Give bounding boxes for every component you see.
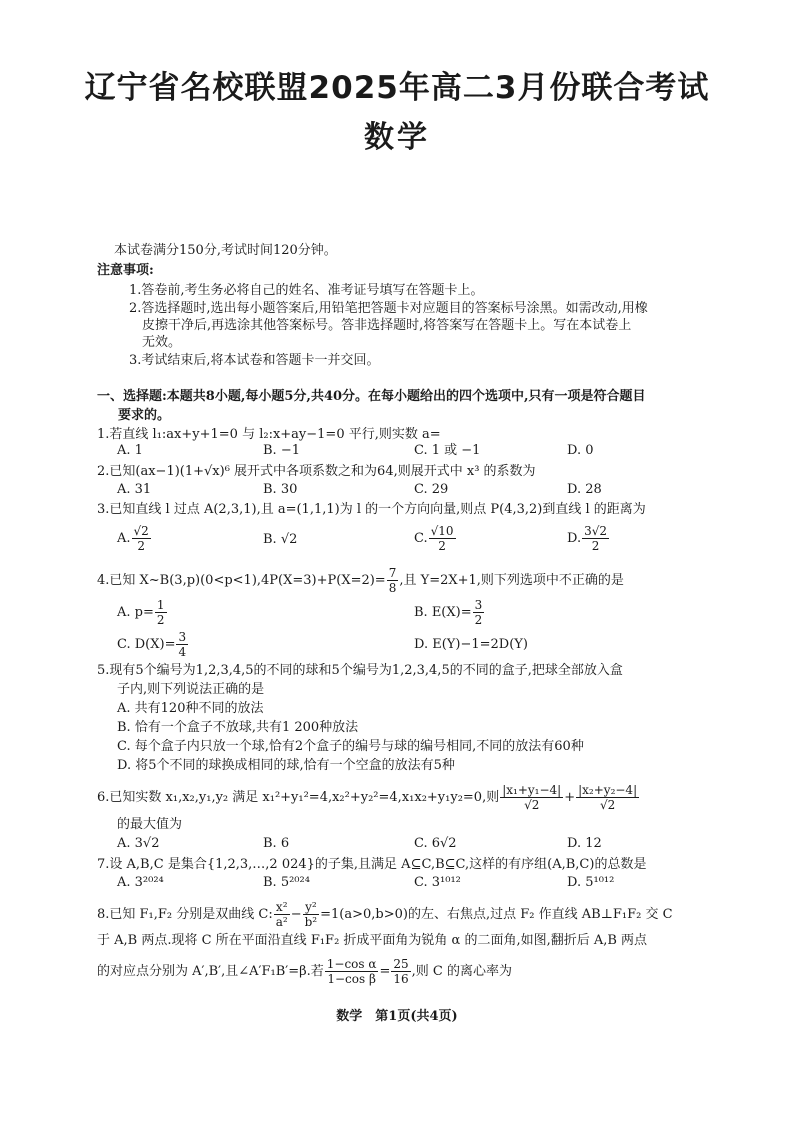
exam-title: 辽宁省名校联盟2025年高二3月份联合考试 [84, 70, 710, 106]
fraction-numerator: |x₁+y₁−4| [502, 783, 562, 797]
q4-option-c-label: C. D(X)= [117, 637, 176, 652]
fraction-denominator: 2 [156, 613, 165, 627]
fraction-denominator: 1−cos β [327, 972, 376, 986]
question-4-stem [97, 566, 624, 595]
q4-stem-part: 4.已知 X~B(3,p)(0<p<1),4P(X=3)+P(X=2)= [97, 573, 386, 588]
question-8-stem-cont: 于 A,B 两点.现将 C 所在平面沿直线 F₁F₂ 折成平面角为锐角 α 的二面角,如图,翻折后 A,B 两点 [97, 933, 648, 948]
q3-option-a-label: A. [117, 531, 131, 546]
fraction-numerator: √2 [133, 524, 149, 538]
q4-stem-part: ,且 Y=2X+1,则下列选项中不正确的是 [399, 573, 624, 588]
exam-intro: 本试卷满分150分,考试时间120分钟。 [114, 243, 337, 258]
question-8-stem-cont [97, 957, 512, 986]
notice-heading: 注意事项: [97, 263, 154, 278]
fraction-numerator: 1−cos α [326, 957, 377, 971]
fraction-denominator: 2 [438, 539, 446, 553]
section-heading-cont: 要求的。 [118, 408, 171, 423]
q5-option-b[interactable]: B. 恰有一个盒子不放球,共有1 200种放法 [117, 720, 359, 735]
fraction [176, 630, 188, 659]
q5-option-c[interactable]: C. 每个盒子内只放一个球,恰有2个盒子的编号与球的编号相同,不同的放法有60种 [117, 739, 584, 754]
fraction [325, 957, 379, 986]
fraction-denominator: 16 [393, 972, 409, 986]
question-1-stem: 1.若直线 l₁:ax+y+1=0 与 l₂:x+ay−1=0 平行,则实数 a= [97, 427, 441, 442]
q7-option-d[interactable]: D. 5¹⁰¹² [567, 875, 615, 890]
equals-sign: = [379, 964, 391, 979]
fraction-denominator: 8 [388, 581, 397, 595]
fraction-denominator: 2 [137, 539, 145, 553]
fraction-numerator: √10 [430, 524, 454, 538]
fraction-numerator: 3 [474, 598, 483, 612]
q7-option-b[interactable]: B. 5²⁰²⁴ [263, 875, 310, 890]
q6-option-c[interactable]: C. 6√2 [414, 836, 457, 851]
fraction-denominator: 4 [178, 645, 187, 659]
notice-item: 1.答卷前,考生务必将自己的姓名、准考证号填写在答题卡上。 [129, 283, 484, 298]
fraction-denominator: b² [304, 915, 318, 929]
fraction-denominator: 2 [591, 539, 600, 553]
section-heading: 一、选择题:本题共8小题,每小题5分,共40分。在每小题给出的四个选项中,只有一项是符合题目 [97, 389, 646, 404]
question-5-stem-cont: 子内,则下列说法正确的是 [117, 682, 265, 697]
page-footer: 数学 第1页(共4页) [336, 1009, 458, 1024]
fraction [303, 900, 320, 929]
q3-option-c-label: C. [414, 531, 428, 546]
fraction-denominator: √2 [524, 798, 540, 812]
q3-option-b[interactable]: B. √2 [263, 532, 298, 547]
q8-stem-part: 的对应点分别为 A′,B′,且∠A′F₁B′=β.若 [97, 964, 324, 979]
fraction-numerator: 25 [393, 957, 409, 971]
fraction-denominator: √2 [599, 798, 616, 812]
q6-stem-part: 6.已知实数 x₁,x₂,y₁,y₂ 满足 x₁²+y₁²=4,x₂²+y₂²=4,x₁x₂+y₁y₂=0,则 [97, 790, 500, 805]
question-6-stem-cont: 的最大值为 [117, 817, 183, 832]
q2-option-d[interactable]: D. 28 [567, 482, 602, 497]
q8-stem-part: 8.已知 F₁,F₂ 分别是双曲线 C: [97, 907, 273, 922]
fraction [155, 598, 167, 627]
fraction-numerator: 7 [388, 566, 397, 580]
q1-option-a[interactable]: A. 1 [117, 443, 143, 458]
notice-item: 2.答选择题时,选出每小题答案后,用铅笔把答题卡对应题目的答案标号涂黑。如需改动,用橡 [129, 301, 648, 316]
q2-option-c[interactable]: C. 29 [414, 482, 449, 497]
fraction [391, 957, 410, 986]
fraction [274, 900, 290, 929]
minus-sign: − [290, 907, 302, 922]
q1-option-d[interactable]: D. 0 [567, 443, 594, 458]
question-8-stem [97, 900, 673, 929]
q3-option-d[interactable] [567, 524, 610, 553]
notice-item: 3.考试结束后,将本试卷和答题卡一并交回。 [129, 353, 380, 368]
q4-option-b-label: B. E(X)= [414, 605, 472, 620]
question-7-stem: 7.设 A,B,C 是集合{1,2,3,…,2 024}的子集,且满足 A⊆C,B⊆C,这样的有序组(A,B,C)的总数是 [97, 857, 647, 872]
q4-option-a[interactable] [117, 598, 168, 627]
q1-option-c[interactable]: C. 1 或 −1 [414, 443, 481, 458]
q4-option-b[interactable] [414, 598, 485, 627]
q6-option-d[interactable]: D. 12 [567, 836, 602, 851]
q3-option-c[interactable] [414, 524, 457, 553]
fraction [582, 524, 609, 553]
fraction-numerator: 3√2 [584, 524, 608, 538]
notice-item: 无效。 [142, 335, 182, 350]
notice-item: 皮擦干净后,再选涂其他答案标号。答非选择题时,将答案写在答题卡上。写在本试卷上 [142, 318, 632, 333]
fraction-numerator: y² [305, 900, 317, 914]
q2-option-b[interactable]: B. 30 [263, 482, 298, 497]
question-2-stem: 2.已知(ax−1)(1+√x)⁶ 展开式中各项系数之和为64,则展开式中 x³ 的系数为 [97, 464, 536, 479]
q4-option-c[interactable] [117, 630, 189, 659]
q3-option-d-label: D. [567, 531, 582, 546]
q5-option-a[interactable]: A. 共有120种不同的放法 [117, 701, 264, 716]
q1-option-b[interactable]: B. −1 [263, 443, 300, 458]
fraction [500, 783, 563, 812]
fraction [132, 524, 151, 553]
fraction [576, 783, 639, 812]
fraction-numerator: 3 [178, 630, 187, 644]
q8-stem-part: ,则 C 的离心率为 [411, 964, 513, 979]
fraction-numerator: 1 [156, 598, 165, 612]
fraction-denominator: a² [275, 915, 288, 929]
fraction [387, 566, 399, 595]
q2-option-a[interactable]: A. 31 [117, 482, 152, 497]
q7-option-c[interactable]: C. 3¹⁰¹² [414, 875, 461, 890]
fraction-numerator: |x₂+y₂−4| [578, 783, 638, 797]
plus-sign: + [564, 790, 576, 805]
q5-option-d[interactable]: D. 将5个不同的球换成相同的球,恰有一个空盒的放法有5种 [117, 758, 455, 773]
question-3-stem: 3.已知直线 l 过点 A(2,3,1),且 a=(1,1,1)为 l 的一个方向向量,则点 P(4,3,2)到直线 l 的距离为 [97, 502, 646, 517]
q7-option-a[interactable]: A. 3²⁰²⁴ [117, 875, 164, 890]
fraction-denominator: 2 [474, 613, 483, 627]
q4-option-a-label: A. p= [117, 605, 154, 620]
q4-option-d[interactable]: D. E(Y)−1=2D(Y) [414, 637, 528, 652]
question-5-stem: 5.现有5个编号为1,2,3,4,5的不同的球和5个编号为1,2,3,4,5的不同的盒子,把球全部放入盒 [97, 663, 623, 678]
q3-option-a[interactable] [117, 524, 152, 553]
fraction-numerator: x² [275, 900, 288, 914]
q6-option-b[interactable]: B. 6 [263, 836, 290, 851]
q8-stem-part: =1(a>0,b>0)的左、右焦点,过点 F₂ 作直线 AB⊥F₁F₂ 交 C [320, 907, 673, 922]
fraction [429, 524, 456, 553]
subject-title: 数学 [364, 120, 430, 155]
fraction [473, 598, 485, 627]
q6-option-a[interactable]: A. 3√2 [117, 836, 160, 851]
question-6-stem [97, 783, 640, 812]
